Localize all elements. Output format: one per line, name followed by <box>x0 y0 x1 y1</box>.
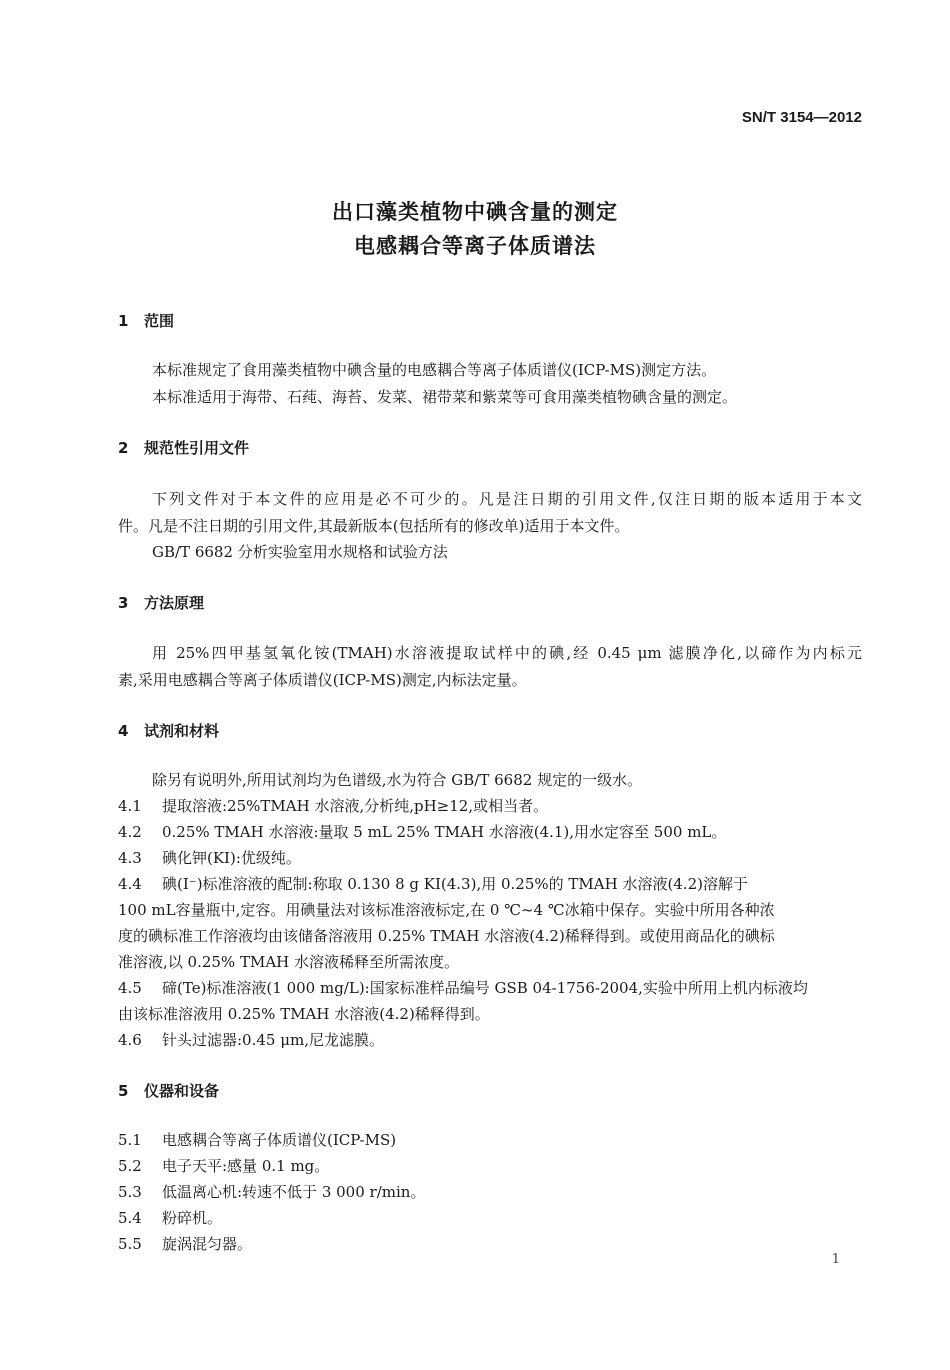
section-1-heading <box>118 311 174 331</box>
clause-number: 4.1 <box>118 797 142 815</box>
title-line-2: 电感耦合等离子体质谱法 <box>354 234 596 258</box>
clause-text: 旋涡混匀器。 <box>162 1235 253 1253</box>
clause-number: 4.5 <box>118 979 142 997</box>
clause-number: 4.3 <box>118 849 142 867</box>
clause-text: 低温离心机:转速不低于 3 000 r/min。 <box>162 1183 426 1201</box>
clause-text: 电感耦合等离子体质谱仪(ICP-MS) <box>162 1131 397 1149</box>
clause-text: 碘化钾(KI):优级纯。 <box>162 849 301 867</box>
clause-text: 碲(Te)标准溶液(1 000 mg/L):国家标准样品编号 GSB 04-1756-2004,实验中所用上机内标液均 <box>162 979 808 997</box>
section-5-heading <box>118 1081 219 1101</box>
paragraph: 用 25%四甲基氢氧化铵(TMAH)水溶液提取试样中的碘,经 0.45 μm 滤膜净化,以碲作为内标元 <box>152 644 862 662</box>
clause-number: 4.6 <box>118 1031 142 1049</box>
paragraph: 本标准规定了食用藻类植物中碘含量的电感耦合等离子体质谱仪(ICP-MS)测定方法。 <box>152 361 717 379</box>
clause-text: 粉碎机。 <box>162 1209 223 1227</box>
clause-5-4 <box>118 1208 222 1228</box>
clause-text: 针头过滤器:0.45 μm,尼龙滤膜。 <box>162 1031 384 1049</box>
clause-4-5 <box>118 978 808 998</box>
standard-code: SN/T 3154—2012 <box>741 109 862 126</box>
clause-5-1 <box>118 1130 396 1150</box>
clause-number: 5.2 <box>118 1157 142 1175</box>
clause-continuation: 准溶液,以 0.25% TMAH 水溶液稀释至所需浓度。 <box>118 953 460 971</box>
section-3-heading <box>118 593 204 613</box>
clause-4-4 <box>118 874 862 894</box>
clause-4-6 <box>118 1030 384 1050</box>
section-title: 规范性引用文件 <box>144 439 250 457</box>
paragraph-continuation: 件。凡是不注日期的引用文件,其最新版本(包括所有的修改单)适用于本文件。 <box>118 517 630 535</box>
clause-number: 5.3 <box>118 1183 142 1201</box>
clause-4-2 <box>118 822 726 842</box>
clause-number: 5.1 <box>118 1131 142 1149</box>
clause-text: 电子天平:感量 0.1 mg。 <box>162 1157 330 1175</box>
section-number: 3 <box>118 594 129 612</box>
clause-5-3 <box>118 1182 425 1202</box>
clause-number: 5.5 <box>118 1235 142 1253</box>
clause-continuation: 度的碘标准工作溶液均由该储备溶液用 0.25% TMAH 水溶液(4.2)稀释得到。或使用商品化的碘标 <box>118 927 775 945</box>
section-4-heading <box>118 721 219 741</box>
section-title: 方法原理 <box>144 594 205 612</box>
section-number: 5 <box>118 1082 129 1100</box>
paragraph-continuation: 素,采用电感耦合等离子体质谱仪(ICP-MS)测定,内标法定量。 <box>118 671 527 689</box>
paragraph: 本标准适用于海带、石莼、海苔、发菜、裙带菜和紫菜等可食用藻类植物碘含量的测定。 <box>152 388 738 406</box>
clause-continuation: 100 mL容量瓶中,定容。用碘量法对该标准溶液标定,在 0 ℃~4 ℃冰箱中保存。实验中所用各种浓 <box>118 901 775 919</box>
paragraph: 除另有说明外,所用试剂均为色谱级,水为符合 GB/T 6682 规定的一级水。 <box>152 771 643 789</box>
paragraph: 下列文件对于本文件的应用是必不可少的。凡是注日期的引用文件,仅注日期的版本适用于本文 <box>152 490 862 508</box>
clause-5-2 <box>118 1156 329 1176</box>
clause-number: 4.4 <box>118 875 142 893</box>
section-number: 4 <box>118 722 129 740</box>
clause-continuation: 由该标准溶液用 0.25% TMAH 水溶液(4.2)稀释得到。 <box>118 1005 490 1023</box>
clause-5-5 <box>118 1234 252 1254</box>
section-number: 2 <box>118 439 129 457</box>
clause-number: 5.4 <box>118 1209 142 1227</box>
normative-reference: GB/T 6682 分析实验室用水规格和试验方法 <box>152 543 448 561</box>
page-number: 1 <box>831 1252 840 1267</box>
clause-text: 碘(I⁻)标准溶液的配制:称取 0.130 8 g KI(4.3),用 0.25%的 TMAH 水溶液(4.2)溶解于 <box>162 875 749 893</box>
section-title: 范围 <box>144 312 175 330</box>
clause-4-3 <box>118 848 301 868</box>
clause-number: 4.2 <box>118 823 142 841</box>
clause-text: 提取溶液:25%TMAH 水溶液,分析纯,pH≥12,或相当者。 <box>162 797 549 815</box>
section-2-heading <box>118 438 249 458</box>
section-number: 1 <box>118 312 129 330</box>
clause-4-1 <box>118 796 548 816</box>
section-title: 仪器和设备 <box>144 1082 220 1100</box>
section-title: 试剂和材料 <box>144 722 220 740</box>
title-line-1: 出口藻类植物中碘含量的测定 <box>332 200 618 224</box>
clause-text: 0.25% TMAH 水溶液:量取 5 mL 25% TMAH 水溶液(4.1),用水定容至 500 mL。 <box>162 823 727 841</box>
